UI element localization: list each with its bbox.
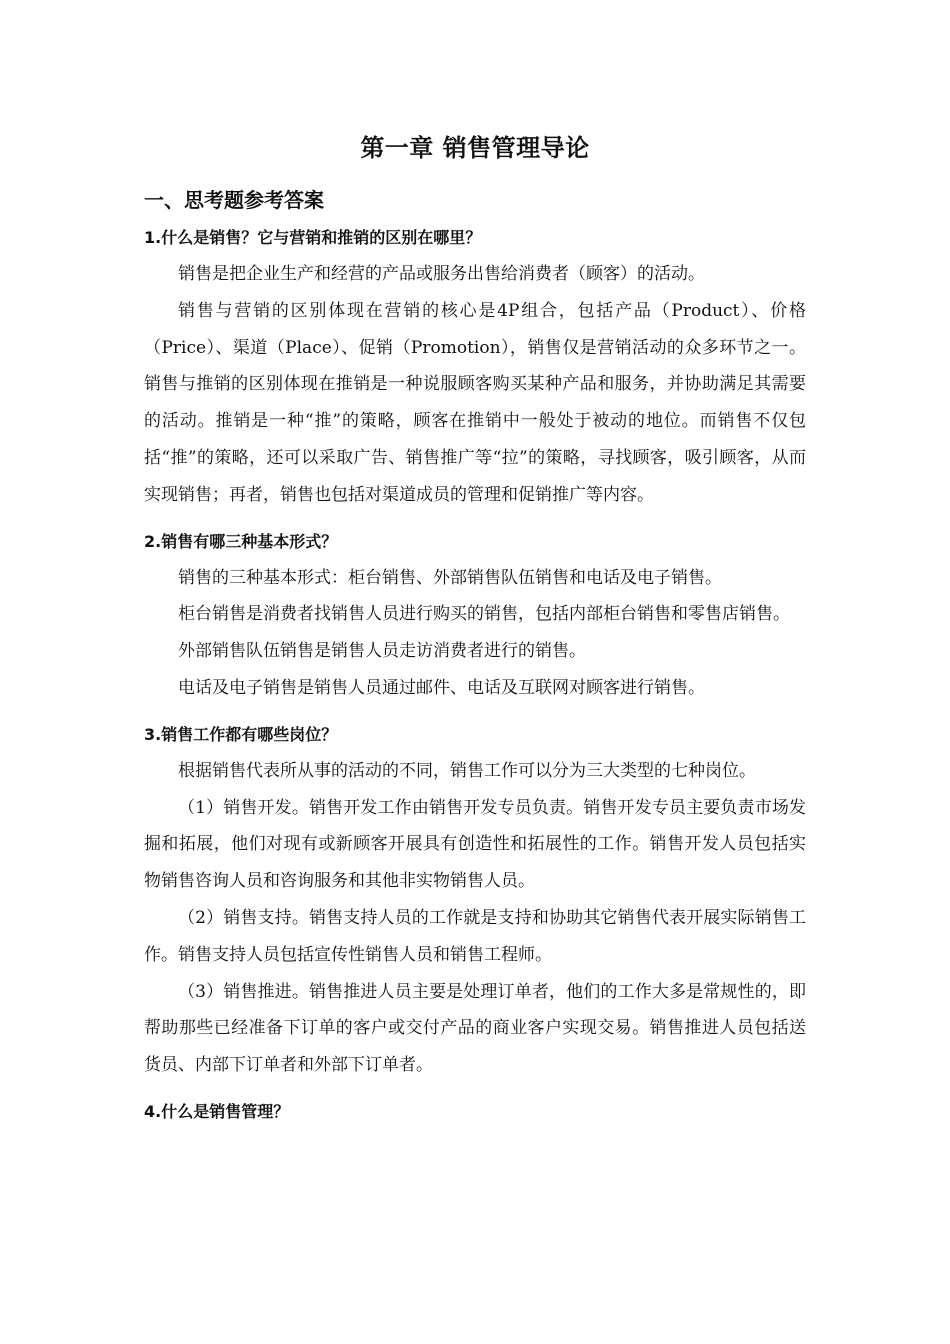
question-1-paragraph-2: 销售与营销的区别体现在营销的核心是4P组合，包括产品（Product）、价格（Price）、渠道（Place）、促销（Promotion），销售仅是营销活动的众多环节之一。销售与推销的区别体现在推销是一种说服顾客购买某种产品和服务，并协助满足其需要的活动。推销是一种“推”的策略，顾客在推销中一般处于被动的地位。而销售不仅包括“推”的策略，还可以采取广告、销售推广等“拉”的策略，寻找顾客，吸引顾客，从而实现销售；再者，销售也包括对渠道成员的管理和促销推广等内容。 [144, 300, 806, 505]
question-1-paragraph-1: 销售是把企业生产和经营的产品或服务出售给消费者（顾客）的活动。 [178, 264, 705, 284]
question-2-paragraph-1: 销售的三种基本形式：柜台销售、外部销售队伍销售和电话及电子销售。 [178, 567, 722, 588]
document-body [144, 184, 806, 1130]
question-3-paragraph-2: （1）销售开发。销售开发工作由销售开发专员负责。销售开发专员主要负责市场发掘和拓展，他们对现有或新顾客开展具有创造性和拓展性的工作。销售开发人员包括实物销售咨询人员和咨询服务和其他非实物销售人员。 [144, 797, 806, 892]
question-3-title: 3.销售工作都有哪些岗位？ [144, 724, 338, 744]
question-4-title: 4.什么是销售管理？ [144, 1101, 290, 1121]
question-3-paragraph-4: （3）销售推进。销售推进人员主要是处理订单者，他们的工作大多是常规性的，即帮助那些已经准备下订单的客户或交付产品的商业客户实现交易。销售推进人员包括送货员、内部下订单者和外部下订单者。 [144, 981, 806, 1076]
section-title: 一、思考题参考答案 [144, 188, 324, 212]
question-2-title: 2.销售有哪三种基本形式？ [144, 531, 338, 551]
question-2-paragraph-3: 外部销售队伍销售是销售人员走访消费者进行的销售。 [178, 641, 586, 662]
question-3-paragraph-1: 根据销售代表所从事的活动的不同，销售工作可以分为三大类型的七种岗位。 [178, 760, 756, 781]
question-3-paragraph-3: （2）销售支持。销售支持人员的工作就是支持和协助其它销售代表开展实际销售工作。销售支持人员包括宣传性销售人员和销售工程师。 [144, 907, 806, 965]
question-2-paragraph-4: 电话及电子销售是销售人员通过邮件、电话及互联网对顾客进行销售。 [178, 677, 705, 698]
question-2-paragraph-2: 柜台销售是消费者找销售人员进行购买的销售，包括内部柜台销售和零售店销售。 [178, 604, 790, 625]
question-1-title: 1.什么是销售？它与营销和推销的区别在哪里？ [144, 228, 482, 247]
chapter-title: 第一章 销售管理导论 [360, 134, 590, 162]
